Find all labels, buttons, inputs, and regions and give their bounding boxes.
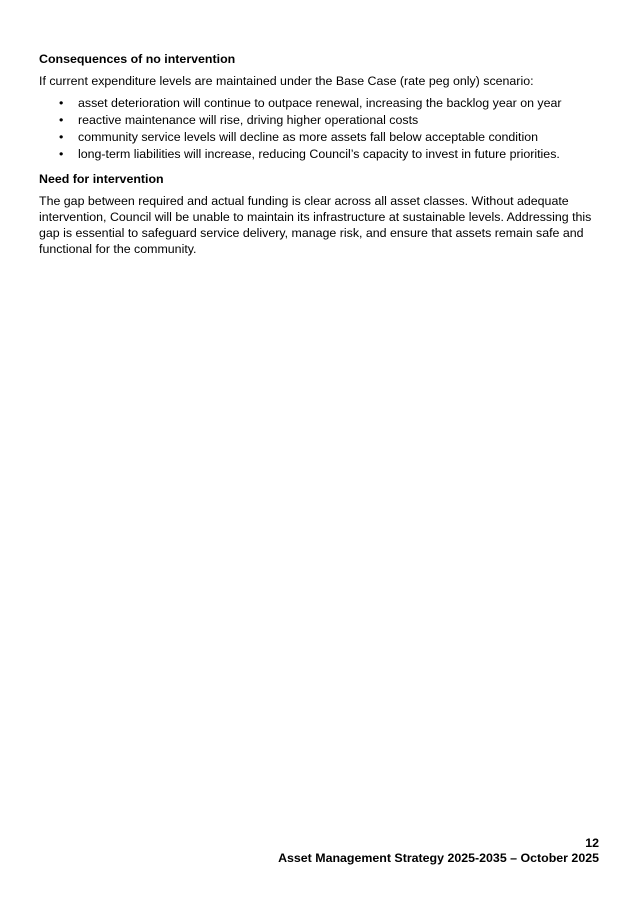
section-heading-need: Need for intervention (39, 172, 164, 186)
bullet-icon: • (59, 130, 64, 144)
list-item-text: community service levels will decline as more assets fall below acceptable condition (78, 130, 539, 144)
page-footer (278, 836, 599, 866)
bullet-icon: • (59, 96, 64, 110)
bullet-icon: • (59, 113, 64, 127)
consequences-bullet-list (39, 95, 599, 162)
section-body-paragraph: The gap between required and actual funding is clear across all asset classes. Without adequate intervention, Council will be unable to maintain its infrastructure at sustainable levels. Addressing this gap is essential to safeguard service delivery, manage risk, and ensure that assets remain safe and functional for the community. (39, 194, 592, 256)
section-intro-paragraph: If current expenditure levels are maintained under the Base Case (rate peg only) scenario: (39, 74, 534, 88)
bullet-icon: • (59, 147, 64, 161)
page-content (39, 51, 599, 257)
list-item-text: asset deterioration will continue to outpace renewal, increasing the backlog year on year (78, 96, 562, 110)
list-item (39, 112, 599, 128)
document-title: Asset Management Strategy 2025-2035 – October 2025 (278, 851, 599, 865)
list-item (39, 95, 599, 111)
list-item-text: long-term liabilities will increase, reducing Council’s capacity to invest in future priorities. (78, 147, 560, 161)
list-item-text: reactive maintenance will rise, driving higher operational costs (78, 113, 419, 127)
page-number: 12 (585, 836, 599, 850)
list-item (39, 129, 599, 145)
list-item (39, 146, 599, 162)
section-heading-consequences: Consequences of no intervention (39, 52, 236, 66)
